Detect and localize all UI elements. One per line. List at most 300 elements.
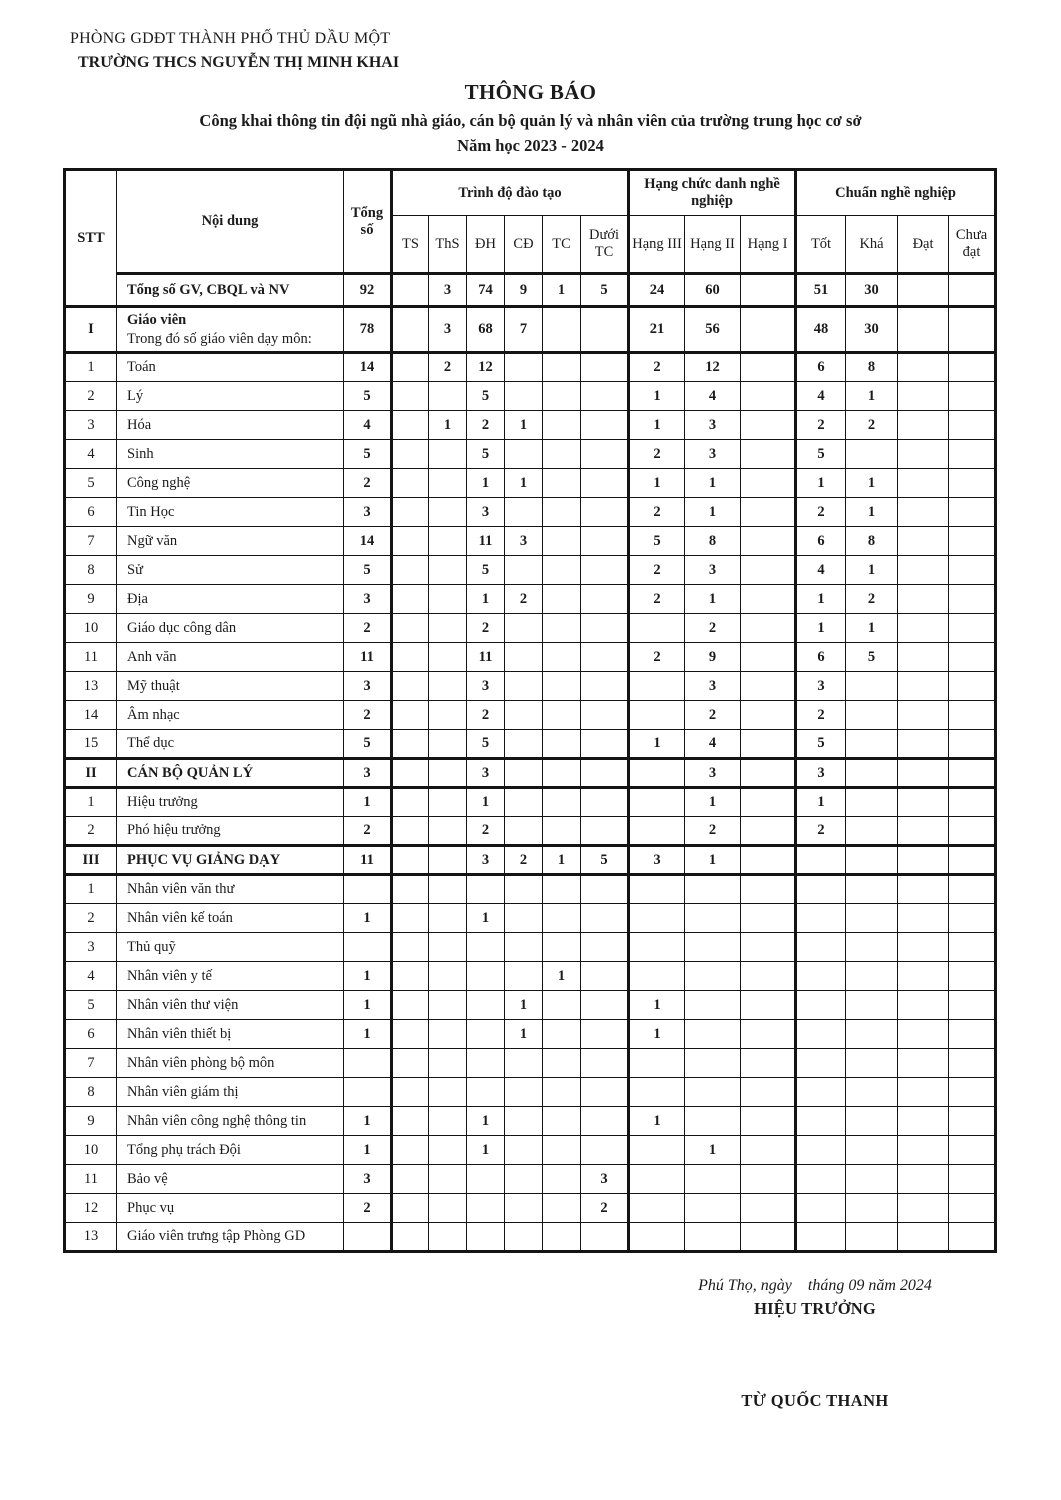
- cell-value: [429, 701, 467, 730]
- cell-value: [429, 1020, 467, 1049]
- cell-value: 1: [846, 498, 898, 527]
- row-label: Tổng phụ trách Đội: [117, 1136, 344, 1165]
- cell-value: 5: [796, 440, 846, 469]
- cell-value: 30: [846, 274, 898, 307]
- cell-value: 3: [429, 274, 467, 307]
- cell-value: [392, 1165, 429, 1194]
- cell-value: [581, 643, 629, 672]
- cell-value: [543, 875, 581, 904]
- cell-value: [543, 1223, 581, 1252]
- cell-value: [344, 933, 392, 962]
- cell-value: [392, 1020, 429, 1049]
- row-stt: 14: [65, 701, 117, 730]
- cell-value: [846, 817, 898, 846]
- cell-value: 4: [796, 382, 846, 411]
- cell-value: [429, 1165, 467, 1194]
- cell-value: 2: [629, 498, 685, 527]
- cell-value: 3: [581, 1165, 629, 1194]
- cell-value: [741, 382, 796, 411]
- cell-value: [505, 933, 543, 962]
- cell-value: [581, 382, 629, 411]
- cell-value: [467, 1020, 505, 1049]
- cell-value: 1: [629, 382, 685, 411]
- table-row: [65, 353, 996, 382]
- cell-value: [898, 817, 949, 846]
- cell-value: [581, 585, 629, 614]
- org-line-1: PHÒNG GDĐT THÀNH PHỐ THỦ DẦU MỘT: [70, 30, 391, 47]
- row-label: Hóa: [117, 411, 344, 440]
- cell-value: [949, 962, 996, 991]
- cell-value: [629, 759, 685, 788]
- cell-value: [685, 1223, 741, 1252]
- cell-value: [949, 382, 996, 411]
- cell-value: 1: [629, 991, 685, 1020]
- cell-value: [898, 307, 949, 353]
- cell-value: [741, 411, 796, 440]
- cell-value: [898, 440, 949, 469]
- cell-value: [846, 1165, 898, 1194]
- cell-value: 1: [344, 991, 392, 1020]
- cell-value: [629, 614, 685, 643]
- row-stt: 13: [65, 1223, 117, 1252]
- cell-value: [629, 1223, 685, 1252]
- cell-value: 3: [796, 672, 846, 701]
- cell-value: [629, 933, 685, 962]
- table-row: [65, 962, 996, 991]
- cell-value: 2: [344, 469, 392, 498]
- cell-value: 11: [467, 643, 505, 672]
- cell-value: [629, 817, 685, 846]
- row-stt: 4: [65, 962, 117, 991]
- cell-value: 3: [629, 846, 685, 875]
- cell-value: 48: [796, 307, 846, 353]
- cell-value: 1: [629, 411, 685, 440]
- cell-value: 9: [505, 274, 543, 307]
- cell-value: [898, 788, 949, 817]
- cell-value: 2: [581, 1194, 629, 1223]
- cell-value: [741, 904, 796, 933]
- cell-value: [581, 701, 629, 730]
- cell-value: [543, 1020, 581, 1049]
- cell-value: 2: [629, 353, 685, 382]
- row-label: CÁN BỘ QUẢN LÝ: [117, 759, 344, 788]
- doc-subtitle: Công khai thông tin đội ngũ nhà giáo, cán bộ quản lý và nhân viên của trường trung học cơ sở: [199, 111, 862, 130]
- cell-value: 2: [846, 411, 898, 440]
- table-row: [65, 382, 996, 411]
- row-label: Giáo viên trưng tập Phòng GD: [117, 1223, 344, 1252]
- table-row: [65, 1020, 996, 1049]
- row-stt: 10: [65, 1136, 117, 1165]
- cell-value: [685, 1107, 741, 1136]
- cell-value: [741, 1136, 796, 1165]
- table-row: [65, 730, 996, 759]
- cell-value: 2: [344, 701, 392, 730]
- cell-value: [949, 1165, 996, 1194]
- cell-value: 2: [796, 411, 846, 440]
- row-stt: 1: [65, 788, 117, 817]
- cell-value: 2: [796, 817, 846, 846]
- cell-value: [949, 1020, 996, 1049]
- cell-value: 1: [505, 991, 543, 1020]
- cell-value: 2: [685, 701, 741, 730]
- cell-value: [685, 1194, 741, 1223]
- cell-value: [949, 307, 996, 353]
- cell-value: 1: [467, 1107, 505, 1136]
- cell-value: [429, 1078, 467, 1107]
- cell-value: [429, 933, 467, 962]
- cell-value: 60: [685, 274, 741, 307]
- cell-value: 5: [344, 440, 392, 469]
- row-label: PHỤC VỤ GIẢNG DẠY: [117, 846, 344, 875]
- cell-value: [392, 469, 429, 498]
- cell-value: [505, 614, 543, 643]
- cell-value: [949, 1194, 996, 1223]
- cell-value: [543, 353, 581, 382]
- cell-value: 14: [344, 527, 392, 556]
- cell-value: 5: [629, 527, 685, 556]
- cell-value: [898, 962, 949, 991]
- cell-value: [505, 759, 543, 788]
- cell-value: [846, 672, 898, 701]
- row-stt: 8: [65, 556, 117, 585]
- row-stt: 11: [65, 643, 117, 672]
- row-label: Nhân viên công nghệ thông tin: [117, 1107, 344, 1136]
- cell-value: [741, 1223, 796, 1252]
- cell-value: [796, 1194, 846, 1223]
- col-header-hang-ii: Hạng II: [685, 216, 741, 274]
- cell-value: [741, 1020, 796, 1049]
- cell-value: 3: [685, 440, 741, 469]
- table-row: [65, 1107, 996, 1136]
- cell-value: [505, 1136, 543, 1165]
- table-row: [65, 643, 996, 672]
- cell-value: [505, 788, 543, 817]
- cell-value: [898, 643, 949, 672]
- cell-value: 5: [467, 556, 505, 585]
- cell-value: [949, 556, 996, 585]
- cell-value: [392, 411, 429, 440]
- cell-value: 5: [581, 846, 629, 875]
- cell-value: 4: [796, 556, 846, 585]
- sign-title: HIỆU TRƯỞNG: [754, 1299, 876, 1318]
- cell-value: [467, 1194, 505, 1223]
- row-label: Lý: [117, 382, 344, 411]
- cell-value: [949, 585, 996, 614]
- cell-value: [581, 1136, 629, 1165]
- row-label: Âm nhạc: [117, 701, 344, 730]
- cell-value: 12: [467, 353, 505, 382]
- cell-value: 11: [344, 643, 392, 672]
- cell-value: [344, 1223, 392, 1252]
- cell-value: [467, 1223, 505, 1252]
- col-header-hang-i: Hạng I: [741, 216, 796, 274]
- cell-value: [467, 991, 505, 1020]
- cell-value: 12: [685, 353, 741, 382]
- cell-value: 5: [344, 556, 392, 585]
- cell-value: [392, 556, 429, 585]
- cell-value: [629, 904, 685, 933]
- cell-value: [543, 730, 581, 759]
- cell-value: [898, 1194, 949, 1223]
- row-label: Phục vụ: [117, 1194, 344, 1223]
- table-row: [65, 875, 996, 904]
- cell-value: [796, 1020, 846, 1049]
- cell-value: [949, 440, 996, 469]
- cell-value: 1: [344, 1107, 392, 1136]
- cell-value: 1: [685, 1136, 741, 1165]
- cell-value: 8: [685, 527, 741, 556]
- table-row: [65, 933, 996, 962]
- cell-value: 5: [467, 730, 505, 759]
- row-stt: 12: [65, 1194, 117, 1223]
- cell-value: [543, 904, 581, 933]
- col-header-noi-dung: Nội dung: [117, 170, 344, 274]
- row-stt: 2: [65, 817, 117, 846]
- cell-value: [581, 1107, 629, 1136]
- cell-value: [429, 730, 467, 759]
- cell-value: [467, 1049, 505, 1078]
- cell-value: [543, 817, 581, 846]
- cell-value: [581, 469, 629, 498]
- table-row: [65, 585, 996, 614]
- cell-value: [685, 904, 741, 933]
- cell-value: 1: [344, 788, 392, 817]
- cell-value: [505, 962, 543, 991]
- cell-value: 5: [796, 730, 846, 759]
- cell-value: 14: [344, 353, 392, 382]
- table-row: [65, 469, 996, 498]
- cell-value: [429, 759, 467, 788]
- cell-value: 2: [467, 701, 505, 730]
- cell-value: [429, 498, 467, 527]
- row-stt: 9: [65, 1107, 117, 1136]
- cell-value: [392, 904, 429, 933]
- cell-value: 1: [796, 585, 846, 614]
- table-row: [65, 817, 996, 846]
- cell-value: [581, 817, 629, 846]
- cell-value: 92: [344, 274, 392, 307]
- cell-value: 1: [467, 469, 505, 498]
- row-stt: 15: [65, 730, 117, 759]
- row-stt: 5: [65, 991, 117, 1020]
- cell-value: 3: [429, 307, 467, 353]
- table-row: [65, 527, 996, 556]
- group-header-trinh-do: Trình độ đào tạo: [392, 170, 629, 216]
- table-row: [65, 614, 996, 643]
- cell-value: [741, 962, 796, 991]
- cell-value: [846, 1049, 898, 1078]
- row-stt: 7: [65, 527, 117, 556]
- cell-value: [629, 1078, 685, 1107]
- cell-value: [392, 274, 429, 307]
- cell-value: [392, 1136, 429, 1165]
- cell-value: 1: [467, 585, 505, 614]
- row-stt: 9: [65, 585, 117, 614]
- cell-value: [429, 962, 467, 991]
- cell-value: 5: [581, 274, 629, 307]
- cell-value: [846, 846, 898, 875]
- cell-value: [898, 411, 949, 440]
- cell-value: [898, 527, 949, 556]
- row-stt: 7: [65, 1049, 117, 1078]
- cell-value: [741, 1078, 796, 1107]
- cell-value: 1: [685, 788, 741, 817]
- cell-value: [505, 1107, 543, 1136]
- cell-value: 3: [467, 759, 505, 788]
- cell-value: 68: [467, 307, 505, 353]
- cell-value: [581, 759, 629, 788]
- col-header-tc: TC: [543, 216, 581, 274]
- cell-value: [898, 904, 949, 933]
- cell-value: [741, 730, 796, 759]
- cell-value: [796, 1165, 846, 1194]
- cell-value: 1: [629, 469, 685, 498]
- row-label: Địa: [117, 585, 344, 614]
- cell-value: [429, 1223, 467, 1252]
- cell-value: [846, 730, 898, 759]
- cell-value: [629, 701, 685, 730]
- cell-value: [543, 933, 581, 962]
- cell-value: [846, 875, 898, 904]
- cell-value: 6: [796, 353, 846, 382]
- cell-value: [581, 672, 629, 701]
- cell-value: [898, 274, 949, 307]
- cell-value: 51: [796, 274, 846, 307]
- cell-value: 3: [344, 672, 392, 701]
- col-header-tong-so: Tổng số: [344, 170, 392, 274]
- cell-value: [898, 1107, 949, 1136]
- cell-value: [796, 1136, 846, 1165]
- cell-value: [846, 788, 898, 817]
- row-stt: 1: [65, 353, 117, 382]
- cell-value: 1: [467, 1136, 505, 1165]
- cell-value: 2: [344, 614, 392, 643]
- cell-value: [685, 1049, 741, 1078]
- cell-value: 1: [543, 846, 581, 875]
- cell-value: 1: [344, 1136, 392, 1165]
- row-stt: II: [65, 759, 117, 788]
- cell-value: [505, 382, 543, 411]
- row-label: Toán: [117, 353, 344, 382]
- table-row: [65, 498, 996, 527]
- cell-value: [949, 904, 996, 933]
- cell-value: [898, 469, 949, 498]
- cell-value: [543, 307, 581, 353]
- cell-value: [392, 527, 429, 556]
- cell-value: [949, 498, 996, 527]
- org-line-2: TRƯỜNG THCS NGUYỄN THỊ MINH KHAI: [78, 54, 400, 71]
- cell-value: 3: [467, 846, 505, 875]
- cell-value: 78: [344, 307, 392, 353]
- cell-value: 6: [796, 527, 846, 556]
- cell-value: 2: [344, 817, 392, 846]
- cell-value: [949, 817, 996, 846]
- table-row: [65, 1136, 996, 1165]
- cell-value: [846, 933, 898, 962]
- cell-value: [741, 788, 796, 817]
- cell-value: [898, 614, 949, 643]
- cell-value: [949, 527, 996, 556]
- cell-value: [392, 1107, 429, 1136]
- cell-value: [685, 933, 741, 962]
- cell-value: [467, 962, 505, 991]
- table-row: [65, 1049, 996, 1078]
- row-label: Nhân viên y tế: [117, 962, 344, 991]
- cell-value: [392, 498, 429, 527]
- cell-value: [949, 1107, 996, 1136]
- cell-value: [685, 875, 741, 904]
- row-stt: 1: [65, 875, 117, 904]
- cell-value: [741, 527, 796, 556]
- cell-value: 1: [543, 962, 581, 991]
- cell-value: [949, 353, 996, 382]
- cell-value: 2: [467, 411, 505, 440]
- cell-value: [505, 1194, 543, 1223]
- cell-value: [344, 875, 392, 904]
- cell-value: 56: [685, 307, 741, 353]
- cell-value: [949, 730, 996, 759]
- cell-value: 1: [629, 1107, 685, 1136]
- cell-value: [796, 1078, 846, 1107]
- cell-value: [741, 1194, 796, 1223]
- cell-value: [741, 991, 796, 1020]
- col-header-cd: CĐ: [505, 216, 543, 274]
- cell-value: [543, 527, 581, 556]
- cell-value: [429, 788, 467, 817]
- cell-value: [392, 614, 429, 643]
- cell-value: 3: [685, 672, 741, 701]
- table-row: [65, 274, 996, 307]
- row-stt: 2: [65, 904, 117, 933]
- cell-value: [898, 585, 949, 614]
- cell-value: [429, 1136, 467, 1165]
- cell-value: [543, 991, 581, 1020]
- cell-value: [429, 643, 467, 672]
- cell-value: [898, 846, 949, 875]
- cell-value: 3: [685, 556, 741, 585]
- cell-value: 5: [467, 382, 505, 411]
- cell-value: [505, 904, 543, 933]
- cell-value: [392, 1049, 429, 1078]
- table-row: [65, 1078, 996, 1107]
- cell-value: [629, 875, 685, 904]
- cell-value: 3: [685, 759, 741, 788]
- row-label: Giáo viên Trong đó số giáo viên dạy môn:: [117, 307, 344, 353]
- cell-value: [581, 353, 629, 382]
- cell-value: 2: [505, 585, 543, 614]
- cell-value: [846, 1194, 898, 1223]
- cell-value: [581, 498, 629, 527]
- cell-value: [949, 701, 996, 730]
- cell-value: 5: [344, 382, 392, 411]
- cell-value: [629, 962, 685, 991]
- col-header-kha: Khá: [846, 216, 898, 274]
- cell-value: 1: [344, 1020, 392, 1049]
- cell-value: 2: [344, 1194, 392, 1223]
- cell-value: [898, 701, 949, 730]
- cell-value: [898, 1136, 949, 1165]
- cell-value: 1: [467, 904, 505, 933]
- col-header-ts: TS: [392, 216, 429, 274]
- staff-table: [63, 168, 997, 1253]
- school-year: Năm học 2023 - 2024: [457, 136, 604, 155]
- col-header-dat: Đạt: [898, 216, 949, 274]
- cell-value: [741, 817, 796, 846]
- row-label: Giáo dục công dân: [117, 614, 344, 643]
- cell-value: [898, 730, 949, 759]
- cell-value: [467, 1078, 505, 1107]
- cell-value: [505, 643, 543, 672]
